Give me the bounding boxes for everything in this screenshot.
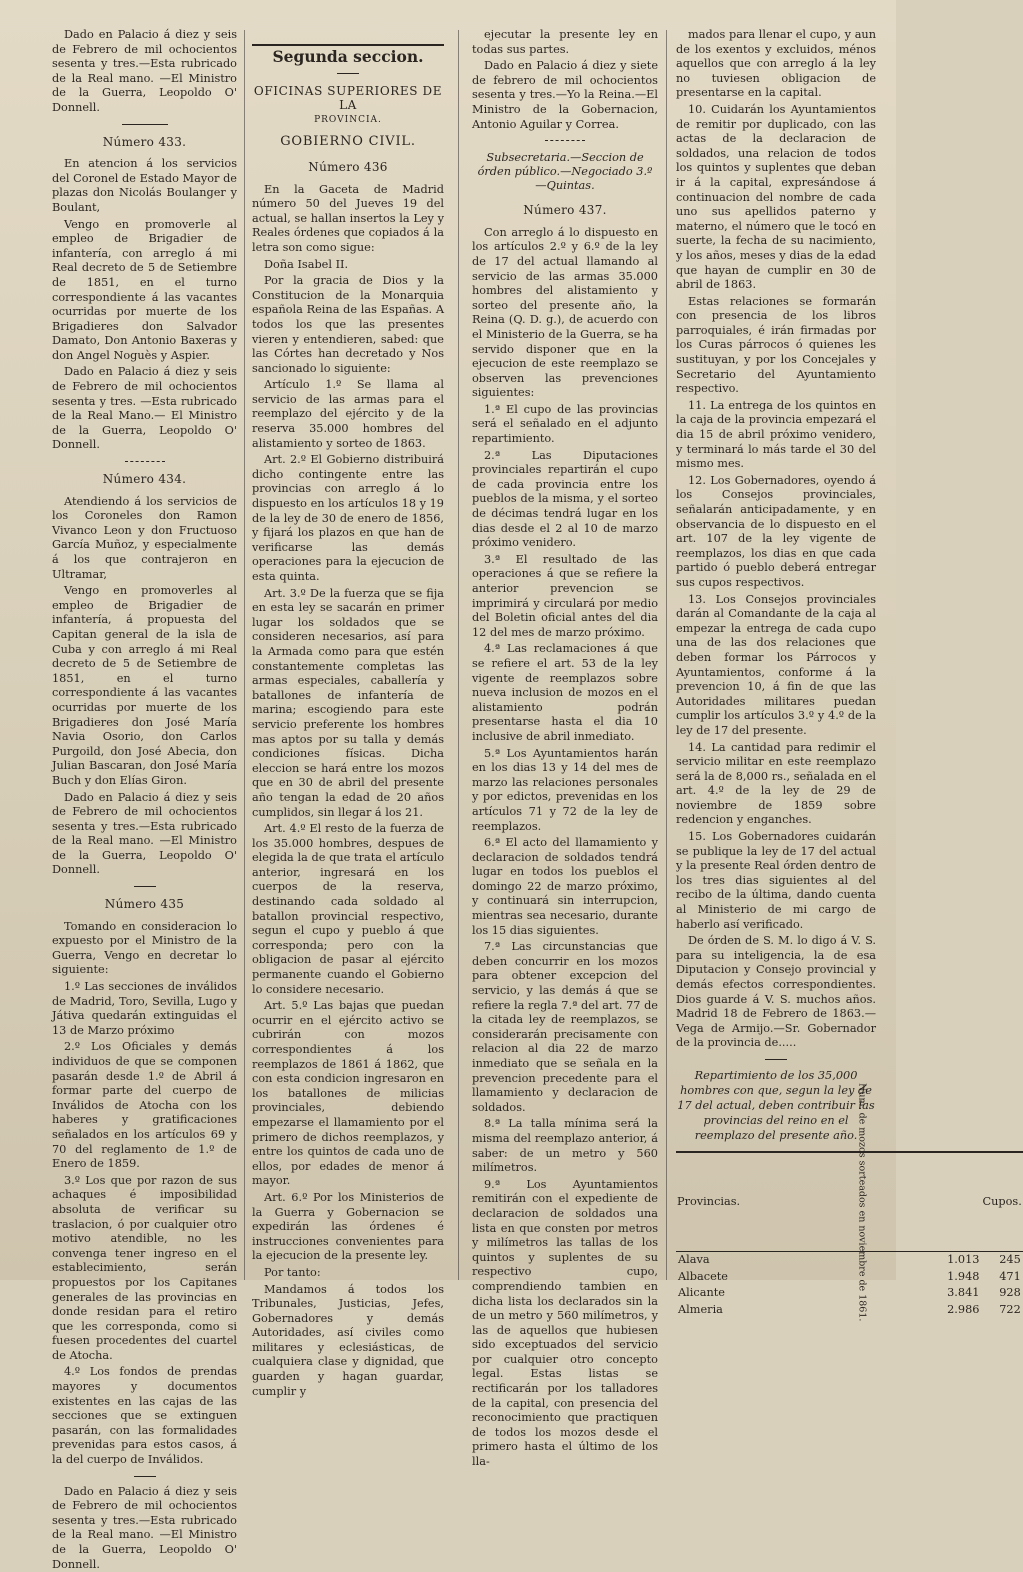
paragraph: 3.º Los que por razon de sus achaques é imposibilidad absoluta de verificar su traslacion, ó por cualquier otro motivo atendible, no les convenga tener ingreso en el establecimiento, serán propuestos por los Capitanes generales de las provincias en donde residan para el retiro que les corresponda, como si fuesen procedentes del cuartel de Atocha. [52, 1173, 237, 1362]
table-row [676, 1251, 1023, 1268]
paragraph: ejecutar la presente ley en todas sus partes. [472, 28, 658, 56]
paragraph: 13. Los Consejos provinciales darán al Comandante de la caja al empezar la entrega de cada cupo una de las dos relaciones que deben formar los Párrocos y Ayuntamientos, conforme á la prevencion 10, á fin de que las Autoridades militares puedan cumplir los artículos 3.º y 4.º de la ley de 17 del presente. [676, 592, 876, 737]
paragraph: Art. 2.º El Gobierno distribuirá dicho contingente entre las provincias con arreglo á lo dispuesto en los artículos 18 y 19 de la ley de 30 de enero de 1856, y fijará los plazos en que han de verificarse las demás operaciones para la ejecucion de esta quinta. [252, 453, 444, 583]
column-4 [676, 28, 1022, 1322]
office-heading: OFICINAS SUPERIORES DE LA [253, 83, 443, 113]
paragraph: Dado en Palacio á diez y seis de Febrero de mil ochocientos sesenta y tres.—Esta rubricado de la Real mano. —El Ministro de la Guerra, Leopoldo O' Donnell. [52, 790, 237, 877]
decree-number: Número 433. [102, 134, 187, 149]
separator [337, 73, 359, 74]
paragraph: Dado en Palacio á diez y siete de febrero de mil ochocientos sesenta y tres.—Yo la Reina.—El Ministro de la Gobernacion, Antonio Aguilar y Correa. [472, 59, 658, 131]
table-cell-cupo: 471 [999, 1269, 1021, 1283]
table-row [676, 1269, 1023, 1286]
paragraph: Mandamos á todos los Tribunales, Justicias, Jefes, Gobernadores y demás Autoridades, así civiles como militares y eclesiásticas, de cualquiera clase y dignidad, que guarden y hagan guardar, cumplir y [252, 1282, 444, 1398]
column-rule [666, 30, 667, 1280]
separator [125, 461, 165, 462]
paragraph: Art. 6.º Por los Ministerios de la Guerra y Gobernacion se expedirán las órdenes é instrucciones convenientes para la ejecucion de la presente ley. [252, 1190, 444, 1263]
paragraph: 15. Los Gobernadores cuidarán se publique la ley de 17 del actual y la presente Real órden dentro de los tres dias siguientes al del recibo de la última, dando cuenta al Ministerio de mi cargo de haberlo así verificado. [676, 830, 876, 931]
paragraph: 9.ª Los Ayuntamientos remitirán con el expediente de declaracion de soldados una lista en que consten por metros y milímetros las tallas de los quintos y suplentes de su respectivo cupo, comprendiendo tambien en dicha lista los declarados sin la de un metro y 560 milímetros, y las de aquellos que hubiesen sido exceptuados del servicio por cualquier otro concepto legal. Estas listas se rectificarán por los talladores de la capital, con presencia del reconocimiento que practiquen de todos los mozos desde el primero hasta el último de los lla- [472, 1177, 658, 1469]
paragraph: Art. 4.º El resto de la fuerza de los 35.000 hombres, despues de elegida la de que trata el artículo anterior, ingresará en los cuerpos de la reserva, destinando cada soldado al batallon provincial respectivo, segun el cupo y pueblo á que corresponda; pero con la obligacion de pasar al ejército permanente cuando el Gobierno lo considere necesario. [252, 822, 444, 996]
subsecretaria-heading: Subsecretaria.—Seccion de órden público.—Negociado 3.º—Quintas. [477, 151, 653, 193]
column-3 [472, 28, 658, 1469]
section-title: Segunda seccion. [252, 44, 444, 65]
paragraph: 1.ª El cupo de las provincias será el señalado en el adjunto repartimiento. [472, 402, 658, 446]
table-cell-num: 1.013 [947, 1252, 980, 1266]
separator [134, 886, 156, 887]
paragraph: Tomando en consideracion lo expuesto por el Ministro de la Guerra, Vengo en decretar lo siguiente: [52, 919, 237, 977]
paragraph: Vengo en promoverles al empleo de Brigadier de infantería, á propuesta del Capitan general de la isla de Cuba y con arreglo á mi Real decreto de 5 de Setiembre de 1851, en el turno correspondiente á las vacantes ocurridas por muerte de los Brigadieres don José María Navia Osorio, don Carlos Purgoild, don José Abecia, don Julian Bascaran, don José María Buch y don Elías Giron. [52, 584, 237, 787]
paragraph: Art. 5.º Las bajas que puedan ocurrir en el ejército activo se cubrirán con mozos correspondientes á los reemplazos de 1861 á 1862, que con esta condicion ingresaron en los batallones de milicias provinciales, debiendo empezarse el llamamiento por el primero de dichos reemplazos, y entre los quintos de cada uno de ellos, por edades de menor á mayor. [252, 999, 444, 1188]
column-1 [52, 28, 237, 1571]
paragraph: Estas relaciones se formarán con presencia de los libros parroquiales, é irán firmadas por los Curas párrocos ó quienes les sustituyan, y por los Concejales y Secretario del Ayuntamiento respectivo. [676, 294, 876, 396]
paragraph: En atencion á los servicios del Coronel de Estado Mayor de plazas don Nicolás Boulanger y Boulant, [52, 157, 237, 214]
paragraph: Artículo 1.º Se llama al servicio de las armas para el reemplazo del ejército y de la reserva 35.000 hombres del alistamiento y sorteo de 1863. [252, 378, 444, 450]
table-cell-cupo: 722 [999, 1302, 1021, 1316]
paragraph: Dado en Palacio á diez y seis de Febrero de mil ochocientos sesenta y tres.—Esta rubricado de la Real mano. —El Ministro de la Guerra, Leopoldo O' Donnell. [52, 28, 237, 114]
paragraph: 12. Los Gobernadores, oyendo á los Consejos provinciales, señalarán anticipadamente, y en observancia de lo dispuesto en el art. 107 de la ley vigente de reemplazos, los dias en que cada partido ó pueblo deberá entregar sus cupos respectivos. [676, 473, 876, 589]
paragraph: Por tanto: [264, 1265, 321, 1279]
paragraph: Vengo en promoverle al empleo de Brigadier de infantería, con arreglo á mi Real decreto de 5 de Setiembre de 1851, en el turno correspondiente á las vacantes ocurridas por muerte de los Brigadieres don Salvador Damato, Don Antonio Baxeras y don Angel Noguès y Aspier. [52, 217, 237, 362]
gobierno-civil-heading: GOBIERNO CIVIL. [280, 134, 416, 150]
separator [134, 1476, 156, 1477]
decree-number: Número 436 [308, 159, 388, 174]
paragraph: mados para llenar el cupo, y aun de los exentos y excluidos, ménos aquellos que con arreglo á la ley no tuviesen obligacion de presentarse en la capital. [676, 28, 876, 100]
table-cell-provincia: Almeria [678, 1302, 723, 1316]
paragraph: De órden de S. M. lo digo á V. S. para su inteligencia, la de esa Diputacion y Consejo provincial y demás efectos correspondientes. Dios guarde á V. S. muchos años. Madrid 18 de Febrero de 1863.— Vega de Armijo.—Sr. Gobernador de la provincia de..... [676, 934, 876, 1050]
separator [545, 140, 585, 141]
separator [122, 124, 168, 125]
table-header-provincias: Provincias. [676, 1152, 741, 1252]
paragraph: 11. La entrega de los quintos en la caja de la provincia empezará el dia 15 de abril próximo venidero, y terminará lo más tarde el 30 del mismo mes. [676, 398, 876, 471]
table-cell-provincia: Alava [678, 1252, 710, 1266]
column-rule [458, 30, 459, 1280]
paragraph: Art. 3.º De la fuerza que se fija en esta ley se sacarán en primer lugar los soldados que se consideren necesarios, así para la Armada como para que estén constantemente completas las armas especiales, caballería y batallones de infantería de marina; escogiendo para este servicio preferente los hombres mas aptos por su talla y demás condiciones físicas. Dicha eleccion se hará entre los mozos que en 30 de abril del presente año tengan la edad de 20 años cumplidos, sin llegar á los 21. [252, 586, 444, 819]
paragraph: Atendiendo á los servicios de los Coroneles don Ramon Vivanco Leon y don Fructuoso García Muñoz, y especialmente á los que contrajeron en Ultramar, [52, 494, 237, 581]
paragraph: 5.ª Los Ayuntamientos harán en los dias 13 y 14 del mes de marzo las relaciones personales y por edictos, prevenidas en los artículos 71 y 72 de la ley de reemplazos. [472, 746, 658, 833]
decree-number: Número 437. [523, 203, 607, 218]
column-rule [244, 30, 245, 1280]
office-subheading: PROVINCIA. [314, 114, 382, 125]
paragraph: 3.ª El resultado de las operaciones á que se refiere la anterior prevencion se imprimirá y circulará por medio del Boletin oficial antes del dia 12 del mes de marzo próximo. [472, 552, 658, 639]
paragraph: 7.ª Las circunstancias que deben concurrir en los mozos para obtener excepcion del servicio, y las demás á que se refiere la regla 7.ª del art. 77 de la citada ley de reemplazos, se considerarán precisamente con relacion al dia 22 de marzo inmediato que se señala en la prevencion precedente para el llamamiento y declaracion de soldados. [472, 940, 658, 1114]
table-cell-num: 1.948 [947, 1269, 980, 1283]
table-cell-cupo: 245 [999, 1252, 1021, 1266]
column-2 [252, 28, 444, 1398]
table-cell-provincia: Alicante [678, 1286, 725, 1300]
paragraph: Con arreglo á lo dispuesto en los artículos 2.º y 6.º de la ley de 17 del actual llamando al servicio de las armas 35.000 hombres del alistamiento y sorteo del presente año, la Reina (Q. D. g.), de acuerdo con el Ministerio de la Guerra, se ha servido disponer que en la ejecucion de este reemplazo se observen las prevenciones siguientes: [472, 225, 658, 400]
table-cell-num: 3.841 [947, 1286, 980, 1300]
repartimiento-heading: Repartimiento de los 35,000 hombres con que, segun la ley de 17 del actual, deben contribuir las provincias del reino en el reemplazo del presente año. [677, 1068, 875, 1142]
decree-number: Número 435 [104, 897, 185, 912]
paragraph: 10. Cuidarán los Ayuntamientos de remitir por duplicado, con las actas de la declaracion de soldados, una relacion de todos los quintos y suplentes que deban ir á la capital, expresándose á continuacion del nombre de cada uno sus apellidos paterno y materno, el número que le tocó en suerte, la fecha de su nacimiento, y los años, meses y dias de la edad que hayan de cumplir en 30 de abril de 1863. [676, 102, 876, 292]
table-cell-provincia: Albacete [678, 1269, 728, 1283]
paragraph: Por la gracia de Dios y la Constitucion de la Monarquia española Reina de las Españas. A todos los que las presentes vieren y entendieren, sabed: que las Córtes han decretado y Nos sancionado lo siguiente: [252, 274, 444, 375]
table-header-cupos: Cupos. [981, 1152, 1022, 1252]
paragraph: 1.º Las secciones de inválidos de Madrid, Toro, Sevilla, Lugo y Játiva quedarán extinguidas el 13 de Marzo próximo [52, 980, 237, 1037]
decree-number: Número 434. [102, 472, 187, 487]
table-row [676, 1285, 1023, 1302]
paragraph: En la Gaceta de Madrid número 50 del Jueves 19 del actual, se hallan insertos la Ley y Reales órdenes que copiados á la letra son como sigue: [252, 182, 444, 254]
paragraph: Dado en Palacio á diez y seis de Febrero de mil ochocientos sesenta y tres.—Esta rubricado de la Real mano. —El Ministro de la Guerra, Leopoldo O' Donnell. [52, 1484, 237, 1571]
paragraph: 4.ª Las reclamaciones á que se refiere el art. 53 de la ley vigente de reemplazos sobre nueva inclusion de mozos en el alistamiento podrán presentarse hasta el dia 10 inclusive de abril inmediato. [472, 642, 658, 743]
table-row [676, 1302, 1023, 1319]
paragraph: 4.º Los fondos de prendas mayores y documentos existentes en las cajas de las secciones que se extinguen pasarán, con las formalidades prevenidas para estos casos, á la del cuerpo de Inválidos. [52, 1365, 237, 1467]
table-cell-num: 2.986 [947, 1302, 980, 1316]
paragraph: Doña Isabel II. [264, 257, 349, 271]
paragraph: 2.ª Las Diputaciones provinciales repartirán el cupo de cada provincia entre los pueblos de la misma, y el sorteo de décimas tendrá lugar en los dias desde el 2 al 10 de marzo próximo venidero. [472, 448, 658, 550]
separator [765, 1059, 787, 1060]
paragraph: Dado en Palacio á diez y seis de Febrero de mil ochocientos sesenta y tres. —Esta rubricado de la Real Mano.— El Ministro de la Guerra, Leopoldo O' Donnell. [52, 365, 237, 452]
table-cell-cupo: 928 [999, 1286, 1021, 1300]
paragraph: 6.ª El acto del llamamiento y declaracion de soldados tendrá lugar en todos los pueblos el domingo 22 de marzo próximo, y continuará sin interrupcion, mientras sea necesario, durante los 15 dias siguientes. [472, 836, 658, 937]
paragraph: 14. La cantidad para redimir el servicio militar en este reemplazo será la de 8,000 rs., señalada en el art. 4.º de la ley de 29 de noviembre de 1859 sobre redencion y enganches. [676, 740, 876, 827]
paragraph: 2.º Los Oficiales y demás individuos de que se componen pasarán desde 1.º de Abril á formar parte del cuerpo de Inválidos de Atocha con los haberes y gratificaciones señalados en los artículos 69 y 70 del reglamento de 1.º de Enero de 1859. [52, 1040, 237, 1171]
table-header-num-mozos-label: Num. de mozos sorteados en noviembre de 1861. [856, 1082, 868, 1322]
paragraph: 8.ª La talla mínima será la misma del reemplazo anterior, á saber: de un metro y 560 milímetros. [472, 1117, 658, 1175]
